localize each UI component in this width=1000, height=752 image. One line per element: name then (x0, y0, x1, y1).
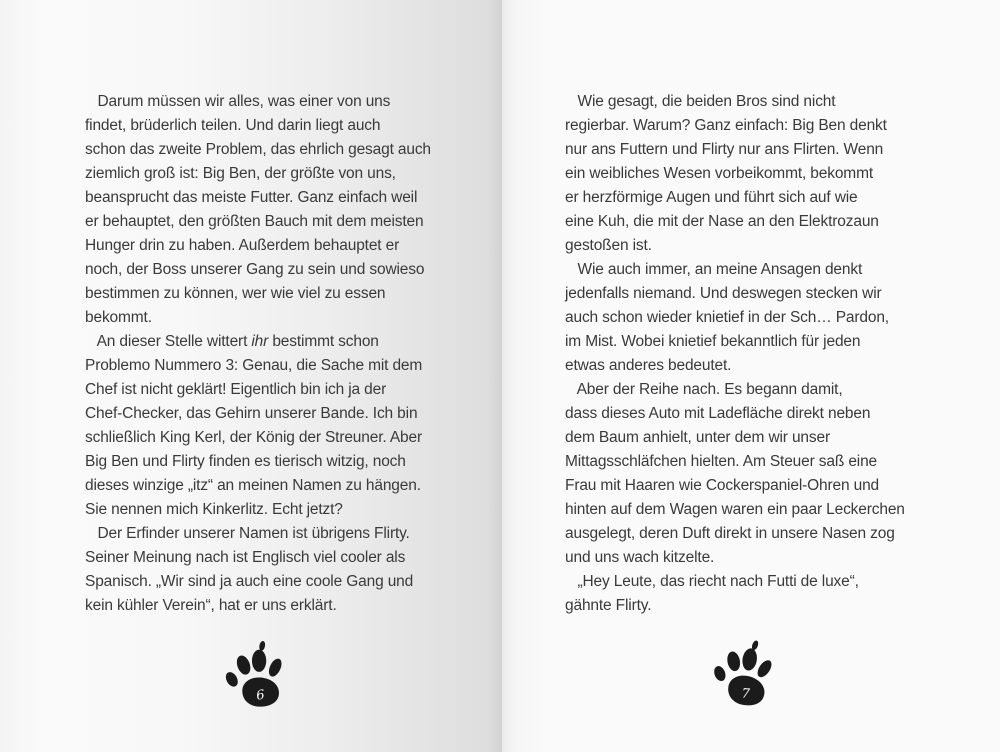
text-line: An dieser Stelle wittert ihr bestimmt schon (85, 333, 379, 350)
text-line: ein weibliches Wesen vorbeikommt, bekommt (565, 165, 873, 182)
text-line: etwas anderes bedeutet. (565, 357, 732, 374)
paw-print-icon (708, 634, 781, 718)
text-line: eine Kuh, die mit der Nase an den Elektrozaun (565, 213, 879, 230)
text-line: beansprucht das meiste Futter. Ganz einfach weil (85, 189, 418, 206)
text-line: hinten auf dem Wagen waren ein paar Leckerchen (565, 501, 905, 518)
page-right (502, 0, 1000, 752)
text-line: „Hey Leute, das riecht nach Futti de luxe“, (565, 573, 859, 590)
text-line: dem Baum anhielt, unter dem wir unser (565, 429, 830, 446)
text-line: noch, der Boss unserer Gang zu sein und sowieso (85, 261, 425, 278)
text-line: jedenfalls niemand. Und deswegen stecken wir (565, 285, 882, 302)
text-line: gestoßen ist. (565, 237, 652, 254)
text-line: dieses winzige „itz“ an meinen Namen zu hängen. (85, 477, 421, 494)
text-line: dass dieses Auto mit Ladefläche direkt neben (565, 405, 871, 422)
paw-print-icon (225, 640, 287, 715)
text-line: ziemlich groß ist: Big Ben, der größte von uns, (85, 165, 396, 182)
page-right-text (565, 90, 905, 618)
paw-print-graphic (225, 640, 287, 715)
page-left-text (85, 90, 431, 618)
text-line: er behauptet, den größten Bauch mit dem meisten (85, 213, 424, 230)
text-line: Spanisch. „Wir sind ja auch eine coole Gang und (85, 573, 414, 590)
text-line: gähnte Flirty. (565, 597, 652, 614)
text-line: Sie nennen mich Kinkerlitz. Echt jetzt? (85, 501, 343, 518)
text-line: Chef ist nicht geklärt! Eigentlich bin ich ja der (85, 381, 387, 398)
text-line: auch schon wieder knietief in der Sch… Pardon, (565, 309, 889, 326)
paw-print-graphic (708, 634, 781, 718)
text-line: nur ans Futtern und Flirty nur ans Flirten. Wenn (565, 141, 884, 158)
text-line: Wie auch immer, an meine Ansagen denkt (565, 261, 863, 278)
page-number: 6 (255, 687, 266, 704)
text-line: findet, brüderlich teilen. Und darin liegt auch (85, 117, 381, 134)
text-line: schon das zweite Problem, das ehrlich gesagt auch (85, 141, 431, 158)
text-line: Frau mit Haaren wie Cockerspaniel-Ohren und (565, 477, 880, 494)
text-line: regierbar. Warum? Ganz einfach: Big Ben denkt (565, 117, 887, 134)
page-number: 7 (741, 686, 751, 702)
text-line: und uns wach kitzelte. (565, 549, 715, 566)
text-line: bestimmen zu können, wer wie viel zu essen (85, 285, 386, 302)
text-line: Hunger drin zu haben. Außerdem behauptet er (85, 237, 400, 254)
text-line: Der Erfinder unserer Namen ist übrigens Flirty. (85, 525, 410, 542)
text-line: Seiner Meinung nach ist Englisch viel cooler als (85, 549, 406, 566)
text-line: bekommt. (85, 309, 152, 326)
text-line: er herzförmige Augen und führt sich auf wie (565, 189, 858, 206)
text-line: schließlich King Kerl, der König der Streuner. Aber (85, 429, 422, 446)
text-line: Chef-Checker, das Gehirn unserer Bande. Ich bin (85, 405, 418, 422)
text-line: Problemo Nummero 3: Genau, die Sache mit dem (85, 357, 423, 374)
text-line: im Mist. Wobei knietief bekanntlich für jeden (565, 333, 861, 350)
text-line: Darum müssen wir alles, was einer von uns (85, 93, 391, 110)
text-line: Mittagsschläfchen hielten. Am Steuer saß eine (565, 453, 878, 470)
text-line: Big Ben und Flirty finden es tierisch witzig, noch (85, 453, 406, 470)
text-line: ausgelegt, deren Duft direkt in unsere Nasen zog (565, 525, 895, 542)
text-line: Aber der Reihe nach. Es begann damit, (565, 381, 843, 398)
text-line: Wie gesagt, die beiden Bros sind nicht (565, 93, 836, 110)
text-line: kein kühler Verein“, hat er uns erklärt. (85, 597, 337, 614)
